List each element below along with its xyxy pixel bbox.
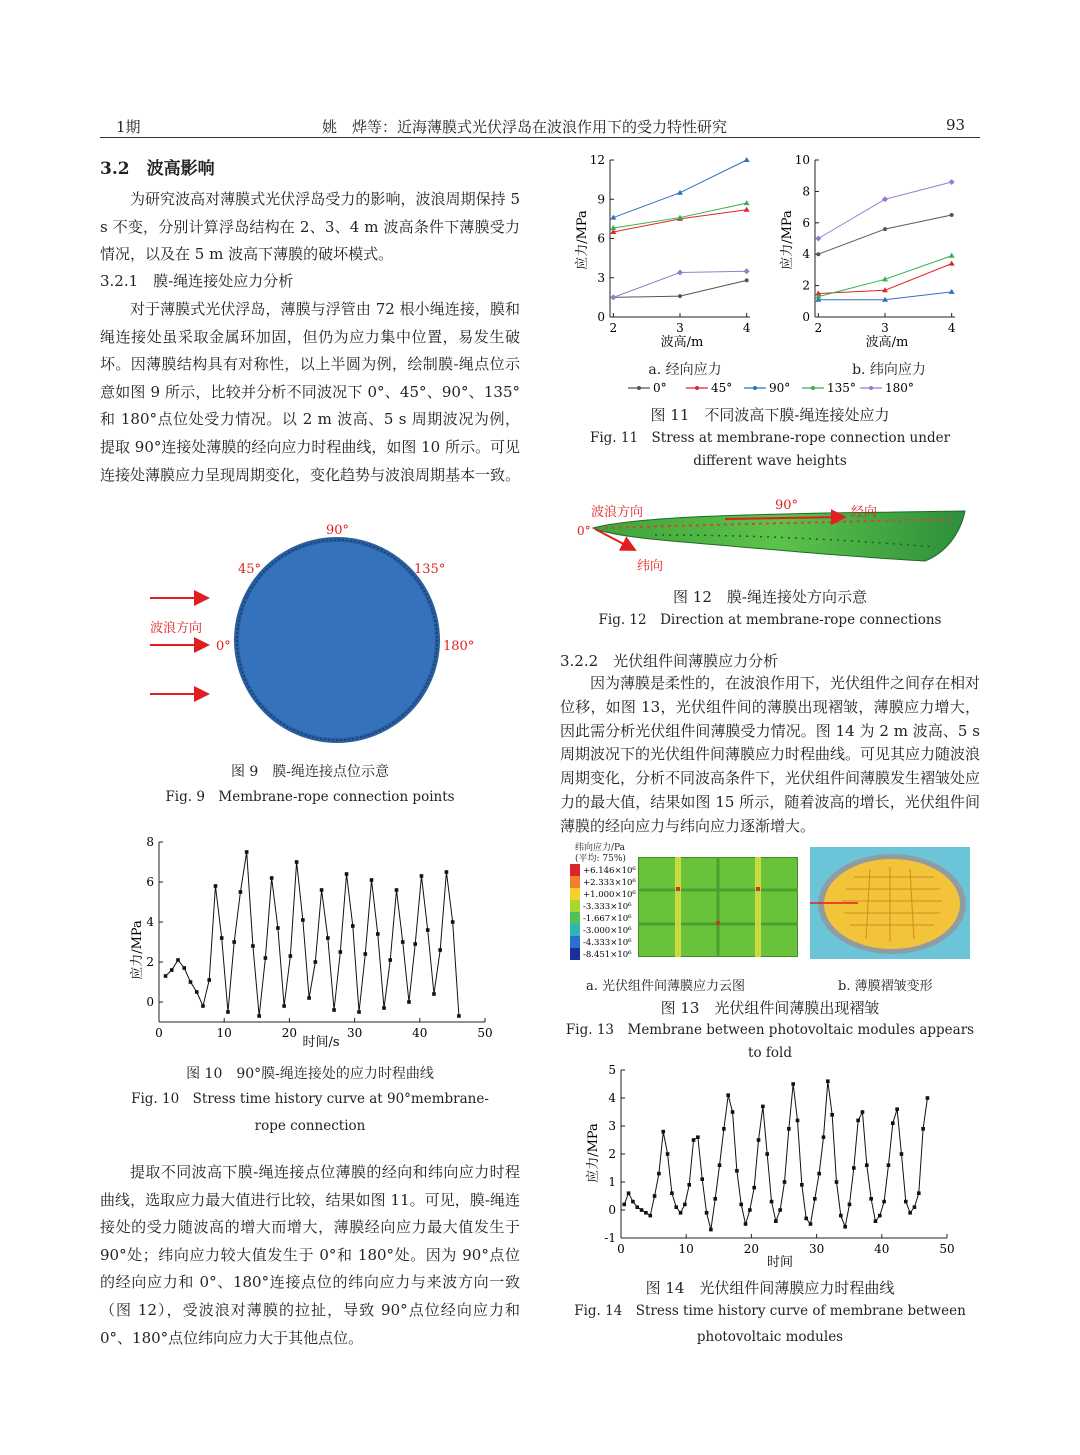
fig14-series-point xyxy=(622,1203,626,1207)
fig11b-sublabel: b. 纬向应力 xyxy=(852,362,926,378)
fig10-series-point xyxy=(176,958,180,962)
angle-180-label: 180° xyxy=(443,639,475,654)
fig11a-series-1-point xyxy=(744,207,750,212)
fig10-series-point xyxy=(357,1010,361,1014)
fig14-series-point xyxy=(718,1163,722,1167)
fig12-jing-label: 经向 xyxy=(851,505,878,520)
fig10-series-point xyxy=(245,850,249,854)
fig14-series-point xyxy=(865,1163,869,1167)
fig11b-series-0-point xyxy=(816,252,820,256)
legend-marker xyxy=(753,386,757,390)
fig10-ytick-label: 2 xyxy=(146,955,154,969)
fig14-series-point xyxy=(843,1225,847,1229)
fig14-series-point xyxy=(735,1169,739,1173)
fig14-series-point xyxy=(774,1219,778,1223)
legend-label: 180° xyxy=(885,381,914,395)
fig11b-ytick-label: 4 xyxy=(802,247,810,262)
fig14-chart xyxy=(575,1058,975,1270)
fig14-series-point xyxy=(657,1172,661,1176)
fig14-series-point xyxy=(874,1219,878,1223)
fig14-series-point xyxy=(852,1166,856,1170)
legend-marker xyxy=(869,386,873,390)
fig14-series-point xyxy=(640,1208,644,1212)
fig10-series-point xyxy=(426,928,430,932)
fig11b-xtick-label: 3 xyxy=(881,321,889,335)
contour-legend-swatch xyxy=(570,900,580,912)
fig11a-series-3-point xyxy=(744,200,750,205)
fig14-series-point xyxy=(826,1079,830,1083)
fig11a-xtick-label: 4 xyxy=(742,321,751,335)
fig10-series-line xyxy=(166,852,459,1016)
fig14-series-point xyxy=(891,1121,895,1125)
fig10-ytick-label: 0 xyxy=(146,995,154,1009)
fig10-series-point xyxy=(413,942,417,946)
fig14-ytick-label: 5 xyxy=(608,1063,616,1077)
fig11b-series-4-point xyxy=(882,196,888,202)
fig11b-series-1-point xyxy=(949,261,955,266)
fig9-caption-cn: 图 9 膜-绳连接点位示意 xyxy=(230,764,390,780)
contour-legend-label: +6.146×10⁶ xyxy=(583,866,636,876)
fig14-series-point xyxy=(830,1113,834,1117)
fig14-series-point xyxy=(917,1191,921,1195)
fig11-caption-en-2: different wave heights xyxy=(693,453,847,469)
membrane-disk-inner xyxy=(239,542,435,738)
fig14-xtick-label: 20 xyxy=(743,1242,760,1256)
fig10-ylabel: 应力/MPa xyxy=(130,920,145,980)
fig14-xtick-label: 50 xyxy=(939,1242,955,1256)
fig14-series-point xyxy=(752,1186,756,1190)
fig14-ytick-label: -1 xyxy=(604,1231,616,1245)
fig14-xtick-label: 30 xyxy=(808,1242,825,1256)
fig14-ytick-label: 1 xyxy=(608,1175,616,1189)
fig10-series-point xyxy=(232,940,236,944)
fig12-caption-cn: 图 12 膜-绳连接处方向示意 xyxy=(673,588,867,606)
fig11b-ytick-label: 10 xyxy=(794,153,810,167)
fig14-series-point xyxy=(791,1082,795,1086)
fig14-series-point xyxy=(666,1152,670,1156)
fig11b-series-2-point xyxy=(949,289,955,294)
legend-label: 0° xyxy=(653,381,667,395)
fig11a-ylabel: 应力/MPa xyxy=(575,210,590,270)
fig10-series-point xyxy=(307,996,311,1000)
fig14-series-point xyxy=(882,1200,886,1204)
fig11a-series-0-point xyxy=(678,294,682,298)
fig14-caption-en-2: photovoltaic modules xyxy=(696,1329,844,1345)
fig14-series-point xyxy=(848,1203,852,1207)
angle-45-label: 45° xyxy=(238,562,262,577)
fig10-series-point xyxy=(370,878,374,882)
fig14-series-point xyxy=(878,1214,882,1218)
legend-marker xyxy=(695,386,699,390)
contour-legend-label: -1.667×10⁶ xyxy=(583,914,632,924)
fig11b-ytick-label: 2 xyxy=(802,278,810,293)
fig14-series-point xyxy=(696,1135,700,1139)
fig13b-fold-image xyxy=(810,847,970,959)
fig14-series-point xyxy=(861,1110,865,1114)
fig14-series-point xyxy=(683,1203,687,1207)
fig10-caption-en-1: Fig. 10 Stress time history curve at 90°membrane- xyxy=(131,1091,489,1107)
fig14-series-point xyxy=(765,1152,769,1156)
fig14-series-point xyxy=(644,1211,648,1215)
fig10-series-point xyxy=(239,890,243,894)
subsection-title-321: 3.2.1 膜-绳连接处应力分析 xyxy=(100,272,294,290)
fig11b-ytick-label: 0 xyxy=(802,310,810,324)
fig12-caption-en: Fig. 12 Direction at membrane-rope connections xyxy=(598,612,942,628)
fig14-caption-en-1: Fig. 14 Stress time history curve of membrane between xyxy=(574,1303,966,1319)
fig11a-series-4-point xyxy=(744,268,750,274)
contour-legend-swatch xyxy=(570,888,580,900)
fig14-series-point xyxy=(908,1211,912,1215)
contour-legend-label: -8.451×10⁶ xyxy=(583,950,632,960)
fig11b-ytick-label: 8 xyxy=(802,184,810,199)
fig14-ytick-label: 4 xyxy=(608,1091,616,1105)
contour-legend-swatch xyxy=(570,864,580,876)
subsection-title-322: 3.2.2 光伏组件间薄膜应力分析 xyxy=(560,652,779,670)
fig14-series-point xyxy=(722,1127,726,1131)
fig11a-xtick-label: 2 xyxy=(609,321,618,335)
fig11b-xtick-label: 2 xyxy=(814,321,823,335)
fig11a-sublabel: a. 经向应力 xyxy=(648,362,722,378)
fig12-wave-label: 波浪方向 xyxy=(591,505,644,520)
fig14-series-point xyxy=(739,1203,743,1207)
fig10-series-point xyxy=(201,1004,205,1008)
fig14-series-point xyxy=(787,1127,791,1131)
fig11b-series-4-point xyxy=(949,179,955,185)
angle-90-label: 90° xyxy=(326,523,350,538)
issue-label: 1期 xyxy=(116,118,141,136)
fig11b-series-0-line xyxy=(818,215,951,254)
fig14-series-point xyxy=(913,1205,917,1209)
fig12-90-label: 90° xyxy=(775,498,799,513)
fig10-series-point xyxy=(395,888,399,892)
fig14-series-point xyxy=(713,1197,717,1201)
fig10-caption-en-2: rope connection xyxy=(254,1118,366,1134)
fig9-caption-en: Fig. 9 Membrane-rope connection points xyxy=(165,789,455,805)
fig10-ytick-label: 4 xyxy=(146,915,154,929)
fig10-ytick-label: 8 xyxy=(146,835,154,849)
fig10-series-point xyxy=(363,952,367,956)
paragraph-2: 对于薄膜式光伏浮岛，薄膜与浮管由 72 根小绳连接，膜和绳连接处虽采取金属环加固，但仍为应力集中位置，易发生破坏。因薄膜结构具有对称性，以上半圆为例，绘制膜-绳点位示意如图 9 所示，比较并分析不同波况下 0°、45°、90°、135°和 180°点位处受力情况。以 2 m 波高、5 s 周期波况为例，提取 90°连接处薄膜的经向应力时程曲线，如图 10 所示。可见连接处薄膜应力呈现周期变化，变化趋势与波浪周期基本一致。 xyxy=(100,300,521,484)
fig14-series-point xyxy=(813,1197,817,1201)
fig10-xtick-label: 0 xyxy=(155,1026,163,1040)
fig14-series-point xyxy=(700,1177,704,1181)
fig10-series-point xyxy=(214,884,218,888)
fig10-xtick-label: 50 xyxy=(477,1026,493,1040)
fig11a-ytick-label: 12 xyxy=(589,153,605,167)
fig10-series-point xyxy=(226,1010,230,1014)
fig14-series-point xyxy=(653,1194,657,1198)
fig13a-sublabel: a. 光伏组件间薄膜应力云图 xyxy=(586,979,746,994)
fig13a-contour-image xyxy=(638,857,798,957)
paragraph-1: 为研究波高对薄膜式光伏浮岛受力的影响，波浪周期保持 5 s 不变，分别计算浮岛结构在 2、3、4 m 波高条件下薄膜受力情况，以及在 5 m 波高下薄膜的破坏模式。 xyxy=(100,190,520,264)
legend-label: 90° xyxy=(769,381,791,395)
fig14-series-point xyxy=(670,1191,674,1195)
fig10-series-point xyxy=(420,874,424,878)
fig14-series-point xyxy=(757,1138,761,1142)
fig10-series-point xyxy=(264,956,268,960)
fig11a-series-2-line xyxy=(613,160,746,218)
fig14-series-point xyxy=(778,1208,782,1212)
fig14-xtick-label: 40 xyxy=(874,1242,890,1256)
fig13-color-legend xyxy=(570,864,640,964)
fig10-series-point xyxy=(314,960,318,964)
fig14-series-point xyxy=(817,1172,821,1176)
fig10-series-point xyxy=(432,992,436,996)
running-title: 姚 烨等：近海薄膜式光伏浮岛在波浪作用下的受力特性研究 xyxy=(322,118,728,136)
fig13-caption-en: Fig. 13 Membrane between photovoltaic modules appears to fold xyxy=(565,1022,975,1061)
angle-0-label: 0° xyxy=(216,639,231,654)
fig9-diagram xyxy=(130,515,500,755)
fig11a-series-0-point xyxy=(745,278,749,282)
header-rule xyxy=(100,137,980,138)
fig14-series-point xyxy=(921,1127,925,1131)
fig14-series-point xyxy=(804,1217,808,1221)
fig14-series-point xyxy=(783,1180,787,1184)
fig14-series-point xyxy=(796,1119,800,1123)
fig14-ytick-label: 3 xyxy=(608,1119,616,1133)
fig10-series-point xyxy=(289,954,293,958)
fig10-series-point xyxy=(388,958,392,962)
fig14-series-point xyxy=(705,1211,709,1215)
fig14-series-point xyxy=(761,1105,765,1109)
fig14-series-point xyxy=(661,1130,665,1134)
fig14-series-point xyxy=(926,1096,930,1100)
fig10-series-point xyxy=(301,918,305,922)
fig14-series-point xyxy=(744,1222,748,1226)
fig10-series-point xyxy=(182,966,186,970)
contour-legend-swatch xyxy=(570,876,580,888)
fig11a-xtick-label: 3 xyxy=(676,321,684,335)
fig14-series-point xyxy=(839,1214,843,1218)
fig10-series-point xyxy=(401,940,405,944)
fig10-series-point xyxy=(376,932,380,936)
fig10-series-point xyxy=(164,974,168,978)
fig10-xtick-label: 30 xyxy=(346,1026,363,1040)
contour-legend-label: -3.333×10⁶ xyxy=(583,902,632,912)
fig11-caption-en-1: Fig. 11 Stress at membrane-rope connection under xyxy=(589,430,951,446)
fig14-caption-cn: 图 14 光伏组件间薄膜应力时程曲线 xyxy=(645,1279,895,1297)
contour-legend-label: -4.333×10⁶ xyxy=(583,938,632,948)
fig10-series-point xyxy=(270,876,274,880)
fig14-series-point xyxy=(631,1200,635,1204)
fig11a-chart xyxy=(570,148,770,348)
contour-legend-label: +2.333×10⁶ xyxy=(583,878,636,888)
fig10-series-point xyxy=(295,860,299,864)
fig10-series-point xyxy=(282,1004,286,1008)
fig10-series-point xyxy=(326,936,330,940)
fig14-series-point xyxy=(800,1183,804,1187)
fig10-xtick-label: 40 xyxy=(412,1026,428,1040)
fig11b-series-4-point xyxy=(815,236,821,242)
fig13b-sublabel: b. 薄膜褶皱变形 xyxy=(838,979,933,994)
legend-label: 135° xyxy=(827,381,856,395)
fig10-series-point xyxy=(251,944,255,948)
fig14-ylabel: 应力/MPa xyxy=(586,1123,601,1183)
legend-marker xyxy=(811,386,815,390)
fig14-series-point xyxy=(822,1135,826,1139)
fig11a-ytick-label: 6 xyxy=(597,231,605,246)
fig11a-ytick-label: 3 xyxy=(597,270,605,285)
fig14-series-point xyxy=(687,1183,691,1187)
fig11b-series-0-point xyxy=(883,227,887,231)
fig14-series-point xyxy=(856,1119,860,1123)
fig14-series-point xyxy=(835,1180,839,1184)
contour-legend-label: -3.000×10⁶ xyxy=(583,926,632,936)
section-title: 3.2 波高影响 xyxy=(100,159,215,179)
fig10-series-point xyxy=(195,990,199,994)
fig14-series-point xyxy=(748,1208,752,1212)
fig11b-xlabel: 波高/m xyxy=(865,335,909,348)
fig10-series-point xyxy=(339,950,343,954)
fig12-diagram xyxy=(575,495,975,580)
fig14-series-point xyxy=(627,1191,631,1195)
fig14-xtick-label: 0 xyxy=(617,1242,625,1256)
contour-legend-swatch xyxy=(570,936,580,948)
fig12-wei-label: 纬向 xyxy=(637,559,664,574)
fig10-series-point xyxy=(170,968,174,972)
fig10-xtick-label: 10 xyxy=(216,1026,232,1040)
fig10-series-point xyxy=(351,924,355,928)
fig10-series-point xyxy=(207,978,211,982)
contour-legend-swatch xyxy=(570,924,580,936)
fig10-xtick-label: 20 xyxy=(281,1026,298,1040)
fig14-series-point xyxy=(726,1093,730,1097)
paragraph-3: 提取不同波高下膜-绳连接点位薄膜的经向和纬向应力时程曲线，选取应力最大值进行比较，结果如图 11。可见，膜-绳连接处的受力随波高的增大而增大，薄膜经向应力最大值发生于 90°处；纬向应力较大值发生于 0°和 180°处。因为 90°点位的经向应力和 0°、180°连接点位的纬向应力与来波方向一致（图 12），受波浪对薄膜的拉扯，导致 90°点位经向应力和 0°、180°点位纬向应力大于其他点位。 xyxy=(100,1163,520,1347)
fig14-series-point xyxy=(674,1205,678,1209)
fig11-caption-cn: 图 11 不同波高下膜-绳连接处应力 xyxy=(650,406,890,424)
fig10-xlabel: 时间/s xyxy=(302,1035,340,1050)
fig10-series-point xyxy=(438,948,442,952)
fig10-series-point xyxy=(332,1008,336,1012)
legend-marker xyxy=(637,386,641,390)
contour-legend-label: +1.000×10⁶ xyxy=(583,890,636,900)
fig14-xlabel: 时间 xyxy=(766,1255,794,1270)
fig14-series-point xyxy=(709,1228,713,1232)
fig12-0-label: 0° xyxy=(577,524,591,538)
fig11-legend xyxy=(620,378,920,398)
fig11b-series-0-point xyxy=(950,213,954,217)
fig11b-chart xyxy=(775,148,975,348)
fig10-ytick-label: 6 xyxy=(146,875,154,889)
fig14-series-point xyxy=(904,1200,908,1204)
fig14-series-point xyxy=(895,1107,899,1111)
fig10-series-point xyxy=(345,872,349,876)
fig11a-series-4-point xyxy=(677,270,683,276)
fig13-caption-cn: 图 13 光伏组件间薄膜出现褶皱 xyxy=(660,999,880,1017)
fig14-ytick-label: 0 xyxy=(608,1203,616,1217)
page-number: 93 xyxy=(946,116,966,134)
fig11a-series-2-point xyxy=(744,157,750,162)
fig11b-xtick-label: 4 xyxy=(947,321,956,335)
fig14-ytick-label: 2 xyxy=(608,1147,616,1161)
fig14-series-line xyxy=(624,1081,927,1229)
fig10-series-point xyxy=(457,1014,461,1018)
fig11a-ytick-label: 0 xyxy=(597,310,605,324)
fig14-series-point xyxy=(887,1163,891,1167)
fig11a-ytick-label: 9 xyxy=(597,192,605,207)
fig14-series-point xyxy=(731,1110,735,1114)
fig10-caption-cn: 图 10 90°膜-绳连接处的应力时程曲线 xyxy=(186,1066,434,1082)
fig14-series-point xyxy=(648,1214,652,1218)
fig13-legend-title: 纬向应力/Pa (平均: 75%) xyxy=(575,843,626,864)
fig10-series-point xyxy=(407,1000,411,1004)
fig10-chart xyxy=(115,830,510,1055)
fig14-series-point xyxy=(770,1200,774,1204)
fig11a-xlabel: 波高/m xyxy=(660,335,704,348)
fig14-series-point xyxy=(900,1152,904,1156)
fig10-series-point xyxy=(445,870,449,874)
fig14-series-point xyxy=(692,1138,696,1142)
fig10-series-point xyxy=(257,1014,261,1018)
fig10-series-point xyxy=(320,888,324,892)
angle-135-label: 135° xyxy=(414,562,446,577)
fig11b-ylabel: 应力/MPa xyxy=(780,210,795,270)
contour-legend-swatch xyxy=(570,948,580,960)
fig11b-series-3-point xyxy=(949,253,955,258)
fig14-series-point xyxy=(869,1197,873,1201)
fig14-xtick-label: 10 xyxy=(678,1242,694,1256)
fig10-series-point xyxy=(276,926,280,930)
fig14-series-point xyxy=(635,1205,639,1209)
fig11b-ytick-label: 6 xyxy=(802,215,810,230)
fig14-series-point xyxy=(679,1211,683,1215)
paragraph-4: 因为薄膜是柔性的，在波浪作用下，光伏组件之间存在相对位移，如图 13，光伏组件间的薄膜出现褶皱，薄膜应力增大，因此需分析光伏组件间薄膜受力情况。图 14 为 2 m 波高、5 s 周期波况下的光伏组件间薄膜应力时程曲线。可见其应力随波浪周期变化，分析不同波高条件下，光伏组件间薄膜发生褶皱处应力的最大值，结果如图 15 所示，随着波高的增长，光伏组件间薄膜的经向应力与纬向应力逐渐增大。 xyxy=(560,674,981,835)
wave-direction-label: 波浪方向 xyxy=(150,621,203,636)
fig10-series-point xyxy=(382,1006,386,1010)
fig14-series-point xyxy=(809,1222,813,1226)
fig10-series-point xyxy=(189,980,193,984)
legend-label: 45° xyxy=(711,381,733,395)
fig10-series-point xyxy=(451,920,455,924)
fig10-series-point xyxy=(220,936,224,940)
fig11a-series-4-point xyxy=(610,294,616,300)
contour-legend-swatch xyxy=(570,912,580,924)
